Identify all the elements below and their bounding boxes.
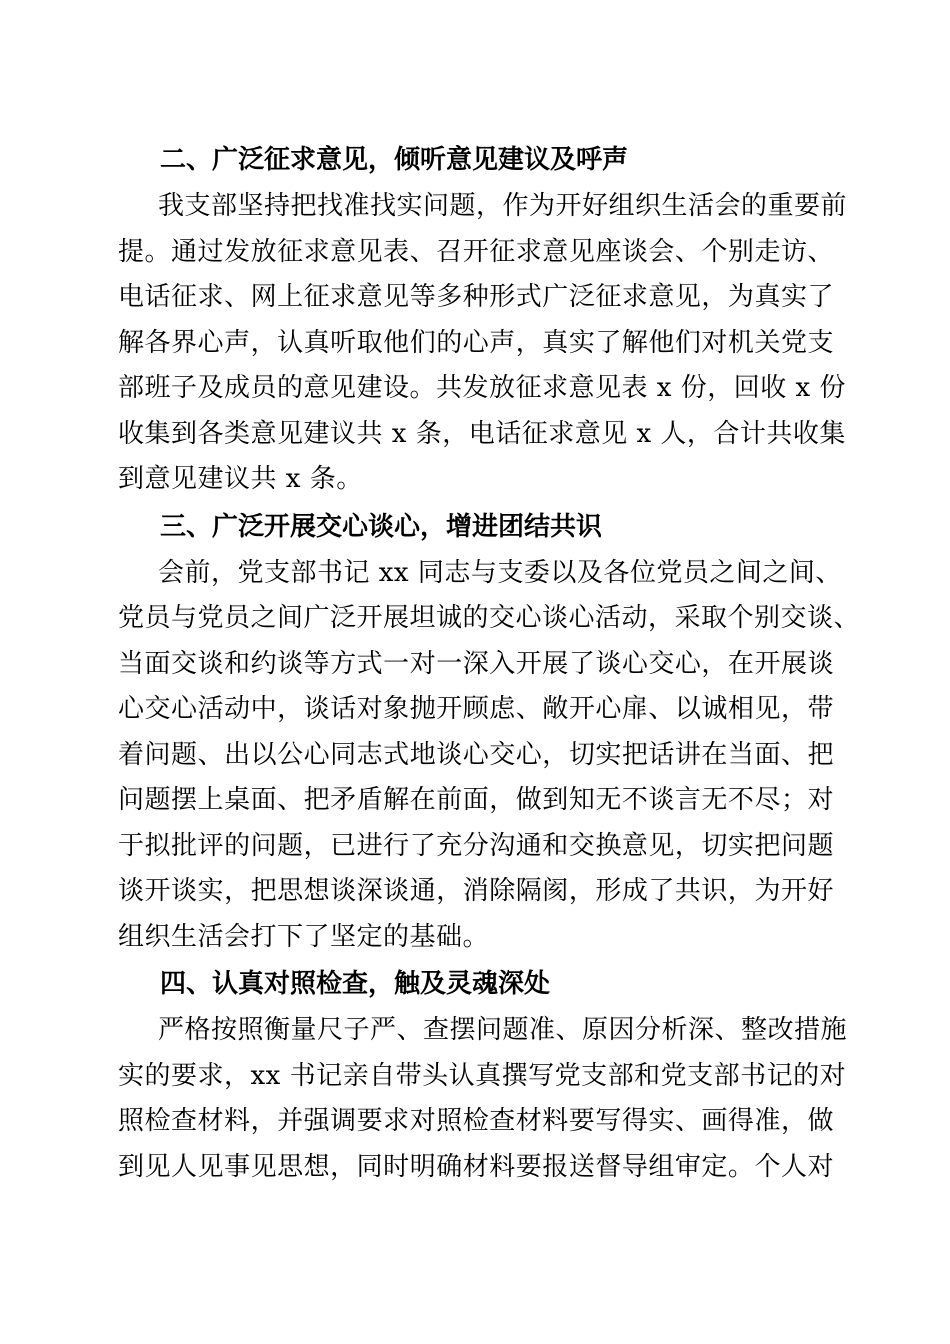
section-paragraph-4 xyxy=(118,1008,848,1190)
paragraph-line: 实的要求，xx 书记亲自带头认真撰写党支部和党支部书记的对 xyxy=(118,1060,847,1091)
paragraph-line: 问题摆上桌面、把矛盾解在前面，做到知无不谈言无不尽；对 xyxy=(118,785,834,815)
paragraph-line: 着问题、出以公心同志式地谈心交心，切实把话讲在当面、把 xyxy=(118,739,834,770)
paragraph-line: 提。通过发放征求意见表、召开征求意见座谈会、个别走访、 xyxy=(118,236,834,267)
paragraph-line: 到意见建议共 x 条。 xyxy=(118,464,363,494)
paragraph-line: 解各界心声，认真听取他们的心声，真实了解他们对机关党支 xyxy=(118,327,834,358)
paragraph-line: 会前，党支部书记 xx 同志与支委以及各位党员之间之间、 xyxy=(158,557,842,588)
document-body xyxy=(118,136,861,1190)
paragraph-line: 电话征求、网上征求意见等多种形式广泛征求意见，为真实了 xyxy=(118,282,834,312)
paragraph-line: 党员与党员之间广泛开展坦诚的交心谈心活动，采取个别交谈、 xyxy=(118,603,861,633)
paragraph-line: 于拟批评的问题，已进行了充分沟通和交换意见，切实把问题 xyxy=(118,830,834,861)
paragraph-line: 到见人见事见思想，同时明确材料要报送督导组审定。个人对 xyxy=(118,1151,834,1182)
paragraph-line: 组织生活会打下了坚定的基础。 xyxy=(118,921,490,952)
paragraph-line: 心交心活动中，谈话对象抛开顾虑、敞开心扉、以诚相见，带 xyxy=(118,694,834,724)
section-paragraph-3 xyxy=(118,551,861,961)
paragraph-line: 当面交谈和约谈等方式一对一深入开展了谈心交心，在开展谈 xyxy=(118,648,834,679)
section-heading-3: 三、广泛开展交心谈心，增进团结共识 xyxy=(160,511,603,542)
paragraph-line: 照检查材料，并强调要求对照检查材料要写得实、画得准，做 xyxy=(118,1106,834,1136)
section-heading-4: 四、认真对照检查，触及灵魂深处 xyxy=(160,969,551,999)
paragraph-line: 部班子及成员的意见建设。共发放征求意见表 x 份，回收 x 份 xyxy=(118,373,846,403)
section-paragraph-2 xyxy=(118,184,848,503)
paragraph-line: 我支部坚持把找准找实问题，作为开好组织生活会的重要前 xyxy=(158,191,848,221)
paragraph-line: 严格按照衡量尺子严、查摆问题准、原因分析深、整改措施 xyxy=(158,1015,848,1045)
paragraph-line: 谈开谈实，把思想谈深谈通，消除隔阂，形成了共识，为开好 xyxy=(118,876,834,906)
section-heading-2: 二、广泛征求意见，倾听意见建议及呼声 xyxy=(160,145,629,175)
paragraph-line: 收集到各类意见建议共 x 条，电话征求意见 x 人，合计共收集 xyxy=(118,418,846,449)
